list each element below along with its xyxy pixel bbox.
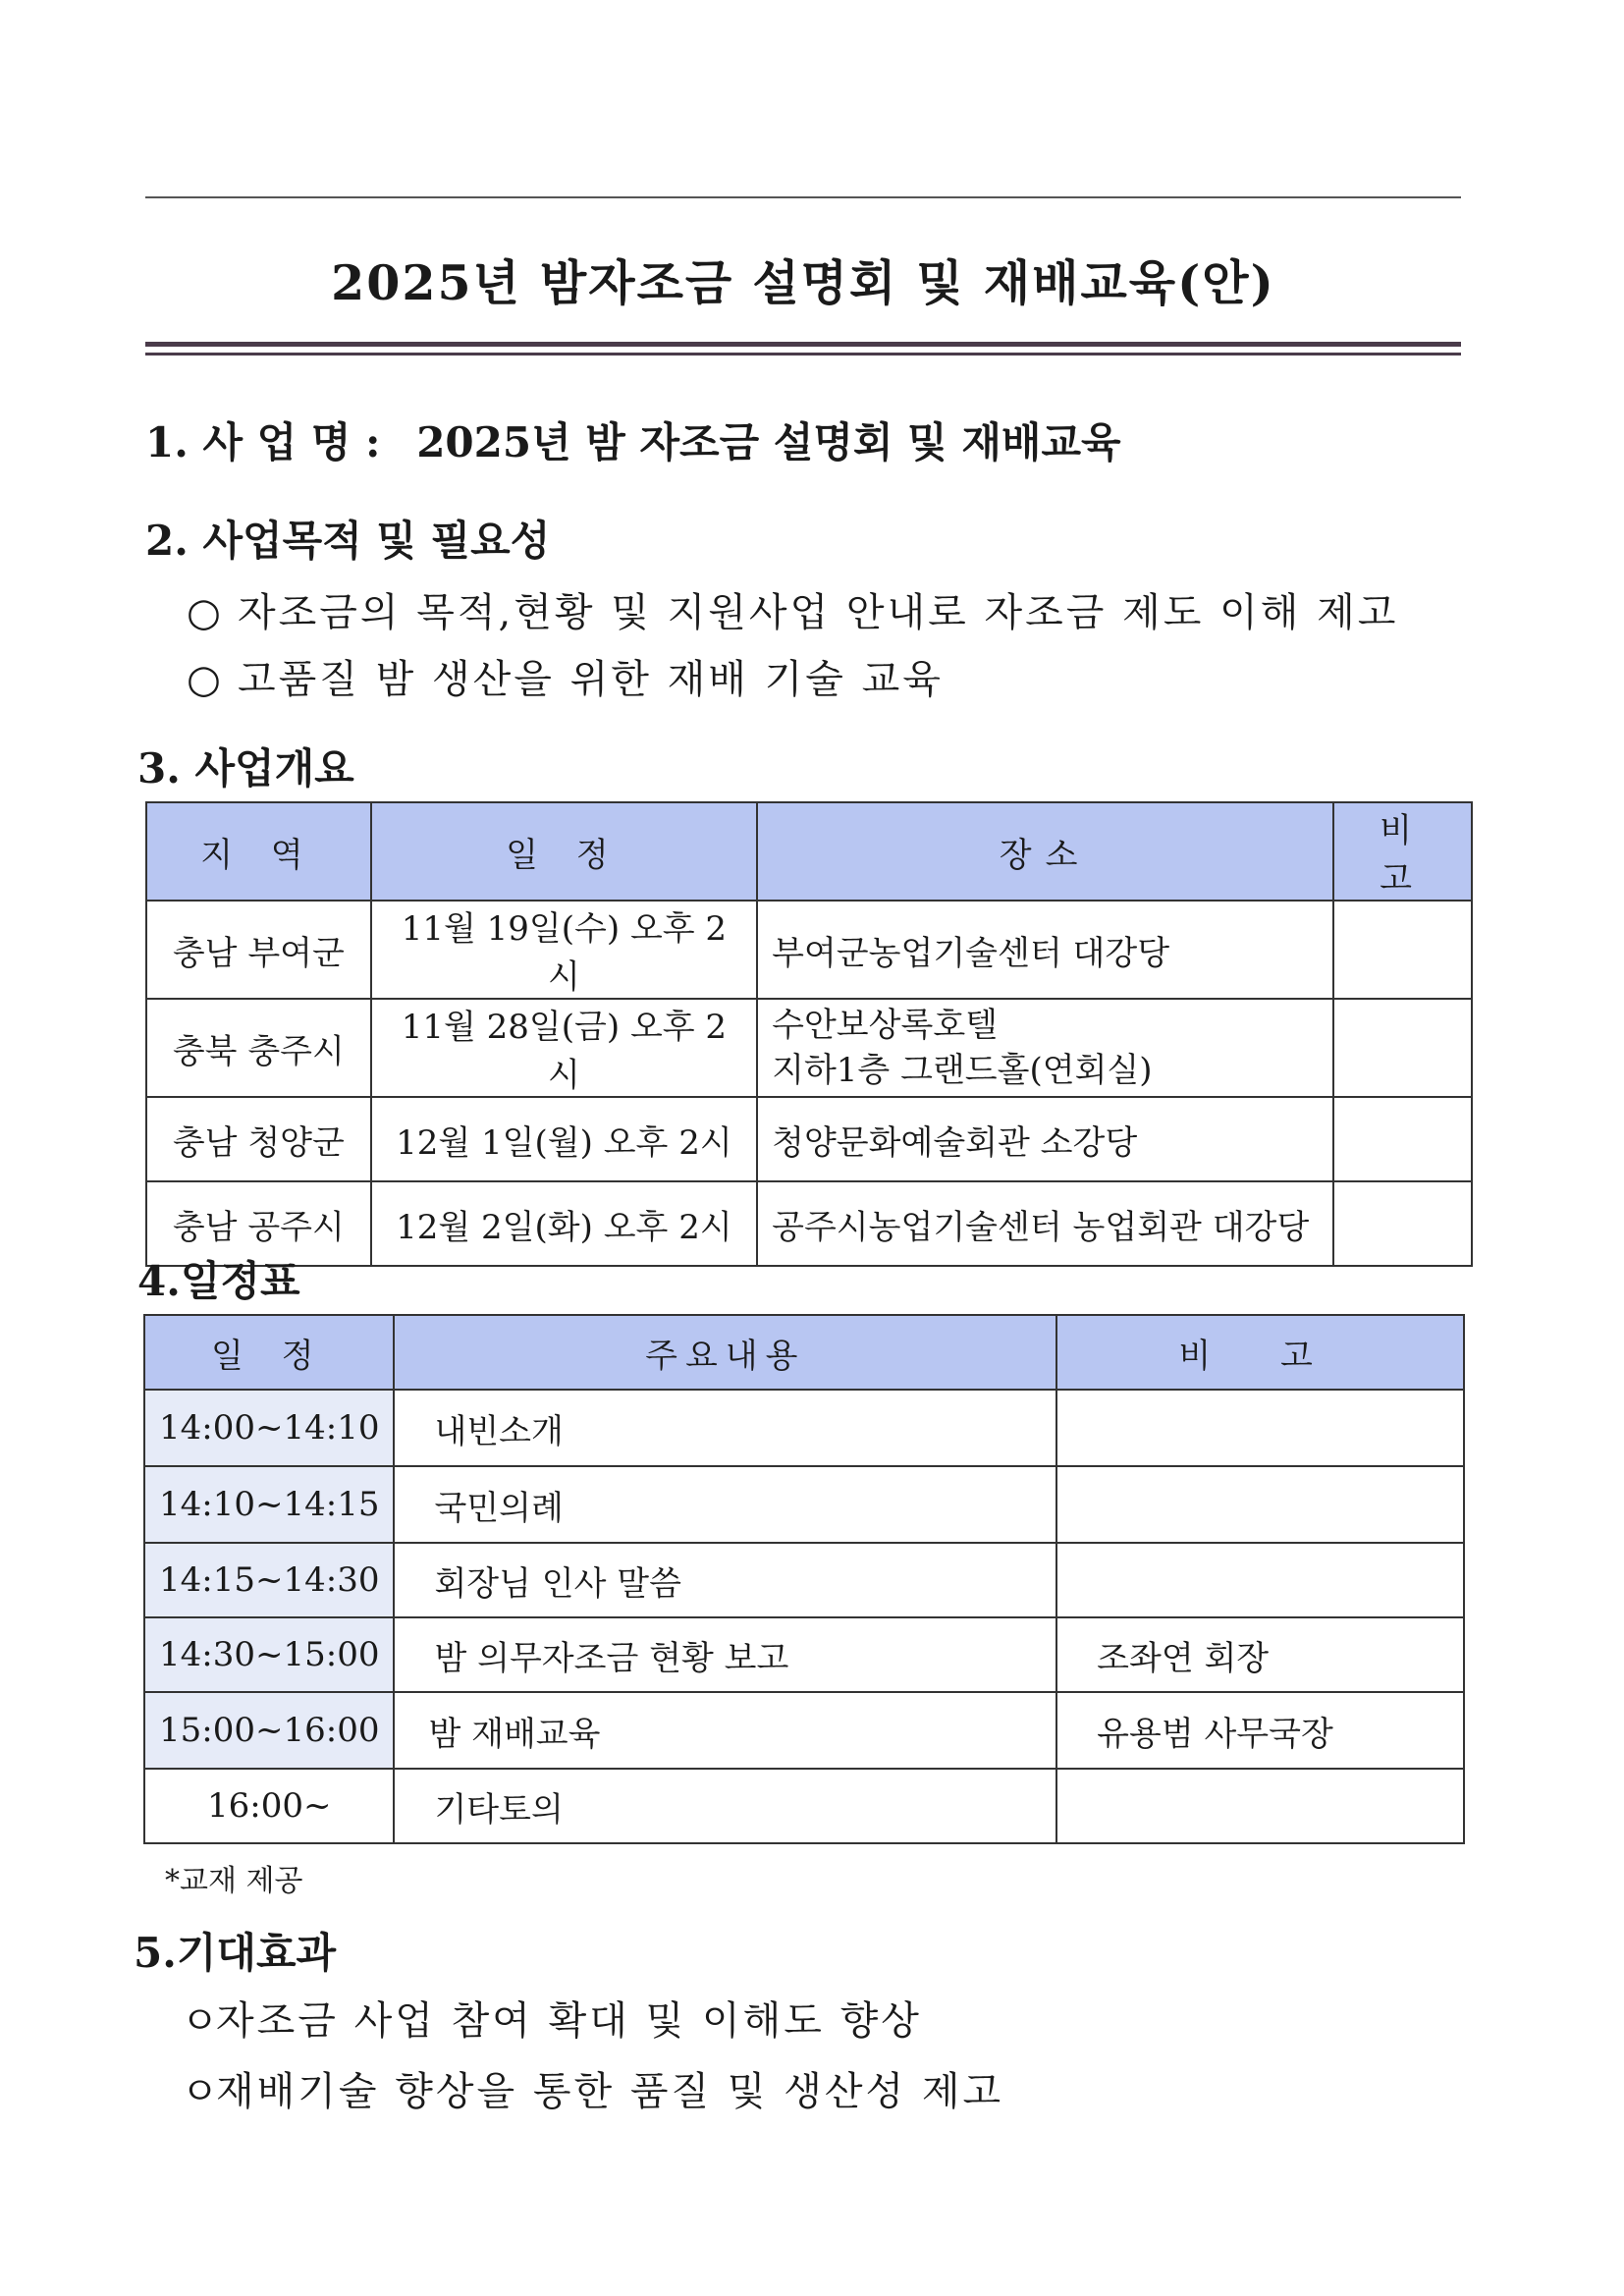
table-row (144, 1390, 1464, 1466)
table-row (144, 1466, 1464, 1543)
column-header: 장소 (757, 802, 1333, 901)
table-header-row (144, 1315, 1464, 1390)
schedule-cell: 12월 1일(월) 오후 2시 (371, 1097, 757, 1181)
section-1-value: 2025년 밤 자조금 설명회 및 재배교육 (416, 418, 1121, 466)
content-cell: 국민의례 (394, 1466, 1056, 1543)
note-cell (1056, 1466, 1464, 1543)
note-cell (1333, 901, 1472, 999)
time-cell: 14:10~14:15 (144, 1466, 394, 1543)
table-row (146, 1181, 1472, 1266)
content-cell: 기타토의 (394, 1769, 1056, 1843)
place-line: 부여군농업기술센터 대강당 (772, 933, 1170, 973)
content-cell: 밤 의무자조금 현황 보고 (394, 1617, 1056, 1692)
section-5-heading: 5.기대효과 (134, 1929, 337, 1977)
note-cell: 조좌연 회장 (1056, 1617, 1464, 1692)
place-cell (757, 1181, 1333, 1266)
time-cell: 14:30~15:00 (144, 1617, 394, 1692)
place-cell (757, 999, 1333, 1097)
section-2-bullet (187, 648, 944, 704)
time-cell: 16:00~ (144, 1769, 394, 1843)
time-cell: 14:15~14:30 (144, 1543, 394, 1617)
content-cell: 밤 재배교육 (394, 1692, 1056, 1769)
column-header: 비 고 (1333, 802, 1472, 901)
section-2-bullet-text: 자조금의 목적,현황 및 지원사업 안내로 자조금 제도 이해 제고 (238, 590, 1399, 635)
section-5-bullet-text: 자조금 사업 참여 확대 및 이해도 향상 (216, 1998, 922, 2044)
bullet-circle-icon: ○ (187, 590, 224, 635)
column-header: 일 정 (371, 802, 757, 901)
note-cell: 유용범 사무국장 (1056, 1692, 1464, 1769)
section-4-heading: 4.일정표 (137, 1257, 300, 1305)
time-cell: 15:00~16:00 (144, 1692, 394, 1769)
table-row (146, 999, 1472, 1097)
table-row (144, 1617, 1464, 1692)
document-title: 2025년 밤자조금 설명회 및 재배교육(안) (331, 254, 1275, 311)
table-row (146, 901, 1472, 999)
note-cell (1056, 1390, 1464, 1466)
footnote: *교재 제공 (165, 1864, 303, 1898)
schedule-cell: 12월 2일(화) 오후 2시 (371, 1181, 757, 1266)
column-header: 비 고 (1056, 1315, 1464, 1390)
section-2-heading: 2. 사업목적 및 필요성 (145, 517, 551, 565)
section-3-heading: 3. 사업개요 (137, 744, 354, 793)
table-row (144, 1543, 1464, 1617)
section-5-bullet (181, 1990, 922, 2046)
schedule-cell: 11월 28일(금) 오후 2시 (371, 999, 757, 1097)
place-line: 공주시농업기술센터 농업회관 대강당 (772, 1207, 1310, 1247)
content-cell: 회장님 인사 말씀 (394, 1543, 1056, 1617)
section-2-bullet-text: 고품질 밤 생산을 위한 재배 기술 교육 (238, 657, 944, 702)
note-cell (1333, 1097, 1472, 1181)
section-5-bullet (181, 2060, 1003, 2116)
content-cell: 내빈소개 (394, 1390, 1056, 1466)
section-5-bullet-text: 재배기술 향상을 통한 품질 및 생산성 제고 (216, 2069, 1004, 2114)
column-header: 일 정 (144, 1315, 394, 1390)
section-2-bullet (187, 581, 1398, 637)
table-row (146, 1097, 1472, 1181)
place-line: 수안보상록호텔 (772, 1006, 999, 1045)
note-cell (1056, 1543, 1464, 1617)
overview-table (145, 801, 1473, 1267)
table-row (144, 1692, 1464, 1769)
region-cell: 충남 청양군 (146, 1097, 371, 1181)
column-header: 지 역 (146, 802, 371, 901)
region-cell: 충남 부여군 (146, 901, 371, 999)
note-cell (1333, 999, 1472, 1097)
bullet-circle-icon: ○ (187, 657, 224, 702)
table-row (144, 1769, 1464, 1843)
schedule-cell: 11월 19일(수) 오후 2시 (371, 901, 757, 999)
place-cell (757, 901, 1333, 999)
bullet-circle-icon: ㅇ (181, 1998, 222, 2044)
table-header-row (146, 802, 1472, 901)
top-divider (145, 196, 1461, 198)
place-line: 지하1층 그랜드홀(연회실) (772, 1051, 1153, 1090)
schedule-table (143, 1314, 1465, 1844)
title-double-rule (145, 342, 1461, 355)
region-cell: 충남 공주시 (146, 1181, 371, 1266)
section-1-heading (145, 410, 1121, 469)
region-cell: 충북 충주시 (146, 999, 371, 1097)
column-header: 주요내용 (394, 1315, 1056, 1390)
place-cell (757, 1097, 1333, 1181)
place-line: 청양문화예술회관 소강당 (772, 1122, 1138, 1163)
time-cell: 14:00~14:10 (144, 1390, 394, 1466)
note-cell (1056, 1769, 1464, 1843)
bullet-circle-icon: ㅇ (181, 2069, 222, 2114)
section-1-label: 1. 사 업 명 : (145, 418, 381, 466)
note-cell (1333, 1181, 1472, 1266)
